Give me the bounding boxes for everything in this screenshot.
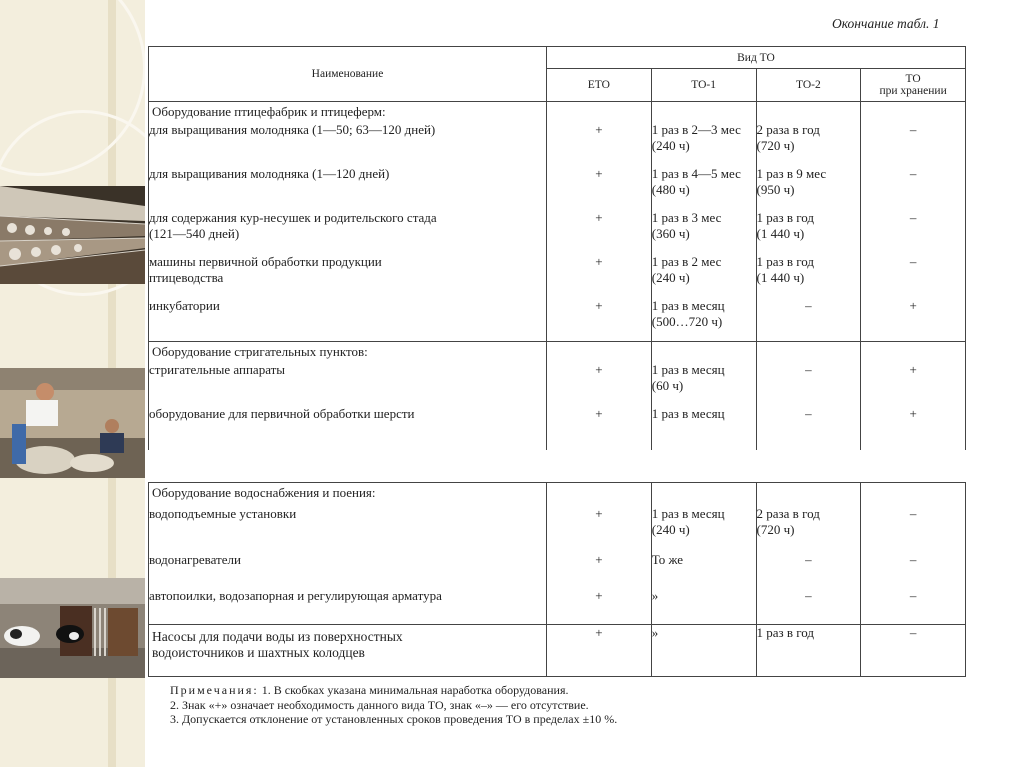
cell-line: (1 440 ч) (756, 269, 805, 285)
notes-label: Примечания: (170, 683, 259, 697)
cell-line: 1 раз в год (756, 624, 815, 640)
cell-line: водоподъемные установки (149, 506, 297, 521)
row-eto: + (547, 210, 652, 254)
row-name (149, 210, 547, 254)
note-2: 2. Знак «+» означает необходимость данного вида ТО, знак «–» — его отсутствие. (170, 697, 589, 712)
cell-line: инкубатории (149, 297, 220, 313)
row-to2 (756, 298, 861, 342)
table-row (149, 406, 966, 450)
note-1 (170, 683, 617, 698)
table-row (149, 506, 966, 552)
row-storage: – (861, 166, 966, 210)
row-storage: – (861, 588, 966, 624)
cell-line: 1 раз в месяц (651, 361, 725, 377)
cell-line: – (805, 297, 812, 313)
cell-line: 1 раз в 2 мес (651, 253, 722, 269)
row-eto: + (547, 298, 652, 342)
row-eto: + (547, 166, 652, 210)
row-storage: – (861, 254, 966, 298)
row-name (149, 406, 547, 450)
cell-line: машины первичной обработки продукции (149, 253, 382, 269)
cell-line: – (805, 361, 812, 377)
header-to-storage-line1: ТО (905, 73, 921, 85)
header-name: Наименование (149, 47, 547, 102)
cell-line: 2 раза в год (756, 506, 820, 521)
cell-line: для выращивания молодняка (1—120 дней) (149, 165, 390, 181)
group-title: Оборудование стригательных пунктов: (149, 342, 547, 362)
header-vid-to: Вид ТО (547, 47, 966, 69)
row-to1 (651, 552, 756, 588)
row-to1 (651, 506, 756, 552)
row-storage: – (861, 624, 966, 676)
row-storage: – (861, 506, 966, 552)
cell-line: – (805, 552, 812, 567)
row-eto: + (547, 362, 652, 406)
cell-line: (480 ч) (651, 181, 690, 197)
poultry-cages-photo (0, 186, 145, 284)
row-name (149, 506, 547, 552)
table-notes (170, 683, 617, 727)
row-name (149, 552, 547, 588)
cell-line: – (805, 588, 812, 603)
cell-line: 1 раз в год (756, 253, 815, 269)
table-row (149, 624, 966, 676)
row-eto: + (547, 624, 652, 676)
header-eto: ЕТО (547, 69, 652, 102)
sheep-shearing-photo (0, 368, 145, 478)
row-to1 (651, 588, 756, 624)
row-to2 (756, 588, 861, 624)
cell-line: 1 раз в 3 мес (651, 209, 722, 225)
group-row (149, 482, 966, 506)
header-to1: ТО-1 (651, 69, 756, 102)
cell-line: 1 раз в месяц (651, 297, 725, 313)
maintenance-table (148, 46, 966, 677)
cell-line: водонагреватели (149, 552, 241, 567)
table-row (149, 254, 966, 298)
table-row (149, 298, 966, 342)
cell-line: » (651, 588, 659, 603)
group-title: Оборудование водоснабжения и поения: (149, 482, 547, 506)
row-to1 (651, 122, 756, 166)
row-to2 (756, 552, 861, 588)
note-1-text: 1. В скобках указана минимальная наработка оборудования. (261, 683, 569, 697)
header-to-storage-line2: при хранении (879, 85, 947, 97)
row-storage: + (861, 406, 966, 450)
row-to2 (756, 506, 861, 552)
row-to1 (651, 254, 756, 298)
table-row (149, 588, 966, 624)
cell-line: (240 ч) (651, 522, 690, 537)
row-name (149, 298, 547, 342)
row-storage: + (861, 362, 966, 406)
cell-line: автопоилки, водозапорная и регулирующая арматура (149, 588, 442, 603)
row-to1 (651, 406, 756, 450)
row-to1 (651, 210, 756, 254)
group-row (149, 102, 966, 122)
row-name (149, 122, 547, 166)
cell-line: 1 раз в месяц (651, 405, 725, 421)
cell-line: 1 раз в 4—5 мес (651, 165, 741, 181)
row-name (149, 254, 547, 298)
row-to2 (756, 122, 861, 166)
table-row (149, 166, 966, 210)
row-name (149, 362, 547, 406)
cell-line: (720 ч) (756, 137, 795, 153)
row-name (149, 624, 547, 676)
cell-line: (360 ч) (651, 225, 690, 241)
cell-line: – (805, 405, 812, 421)
row-eto: + (547, 122, 652, 166)
cell-line: (500…720 ч) (651, 313, 723, 329)
row-to2 (756, 624, 861, 676)
row-name (149, 166, 547, 210)
row-storage: – (861, 210, 966, 254)
row-storage: – (861, 552, 966, 588)
row-to1 (651, 166, 756, 210)
cell-line: (60 ч) (651, 377, 684, 393)
row-eto: + (547, 254, 652, 298)
row-storage: – (861, 122, 966, 166)
cell-line: (240 ч) (651, 137, 690, 153)
cell-line: (950 ч) (756, 181, 795, 197)
cell-line: Насосы для подачи воды из поверхностных (152, 628, 403, 644)
row-eto: + (547, 552, 652, 588)
cell-line: (720 ч) (756, 522, 795, 537)
row-storage: + (861, 298, 966, 342)
row-to1 (651, 624, 756, 676)
row-to2 (756, 406, 861, 450)
cell-line: оборудование для первичной обработки шерсти (149, 405, 415, 421)
table-row (149, 362, 966, 406)
header-to-storage (861, 69, 966, 102)
table-row (149, 210, 966, 254)
table-caption: Окончание табл. 1 (832, 16, 940, 31)
row-to2 (756, 254, 861, 298)
table-row (149, 552, 966, 588)
cell-line: » (651, 624, 659, 640)
calf-pens-photo (0, 578, 145, 678)
cell-line: 1 раз в 2—3 мес (651, 121, 741, 137)
row-to2 (756, 210, 861, 254)
cell-line: 1 раз в месяц (651, 506, 725, 521)
row-to1 (651, 362, 756, 406)
cell-line: водоисточников и шахтных колодцев (152, 644, 365, 660)
cell-line: для содержания кур-несушек и родительского стада (149, 209, 437, 225)
decorative-sidebar (0, 0, 145, 767)
row-eto: + (547, 506, 652, 552)
row-eto: + (547, 588, 652, 624)
cell-line: для выращивания молодняка (1—50; 63—120 дней) (149, 121, 436, 137)
row-to2 (756, 362, 861, 406)
cell-line: (121—540 дней) (149, 225, 240, 241)
group-title: Оборудование птицефабрик и птицеферм: (149, 102, 547, 122)
cell-line: 2 раза в год (756, 121, 820, 137)
row-to1 (651, 298, 756, 342)
note-3: 3. Допускается отклонение от установленных сроков проведения ТО в пределах ±10 %. (170, 712, 618, 727)
row-eto: + (547, 406, 652, 450)
group-row (149, 342, 966, 362)
table-row (149, 122, 966, 166)
cell-line: То же (651, 552, 684, 567)
cell-line: 1 раз в год (756, 209, 815, 225)
header-to2: ТО-2 (756, 69, 861, 102)
cell-line: стригательные аппараты (149, 361, 286, 377)
row-name (149, 588, 547, 624)
cell-line: 1 раз в 9 мес (756, 165, 827, 181)
cell-line: (240 ч) (651, 269, 690, 285)
cell-line: (1 440 ч) (756, 225, 805, 241)
row-to2 (756, 166, 861, 210)
cell-line: птицеводства (149, 269, 224, 285)
